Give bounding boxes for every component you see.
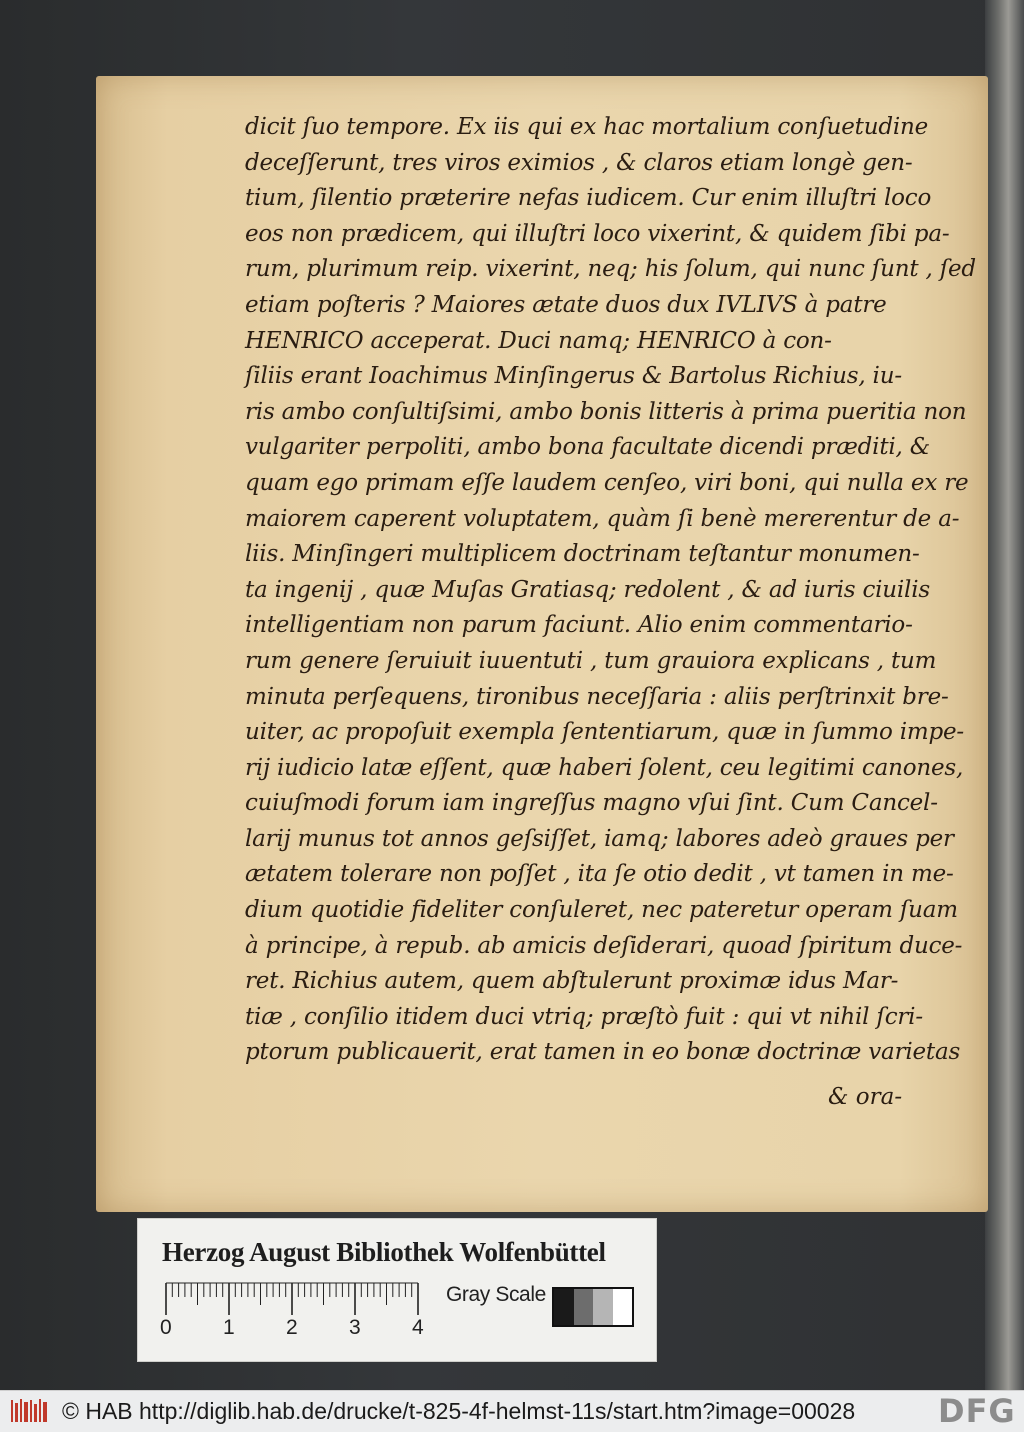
text-line: ſiliis erant Ioachimus Minſingerus & Bartolus Richius, iu-	[245, 363, 902, 390]
source-url[interactable]: © HAB http://diglib.hab.de/drucke/t-825-4f-helmst-11s/start.htm?image=00028	[62, 1398, 856, 1424]
text-line: intelligentiam non parum faciunt. Alio enim commentario-	[245, 612, 913, 639]
text-line: uiter, ac propoſuit exempla ſententiarum, quæ in ſummo impe-	[245, 719, 964, 746]
text-line: liis. Minſingeri multiplicem doctrinam teſtantur monumen-	[245, 541, 920, 568]
ruler-number: 2	[286, 1316, 298, 1339]
ruler-ticks	[164, 1279, 424, 1319]
text-line: dium quotidie fideliter conſuleret, nec pateretur operam ſuam	[245, 897, 958, 924]
catchword: & ora-	[828, 1084, 903, 1110]
ruler-number: 0	[160, 1316, 172, 1339]
text-line: etiam poſteris ? Maiores ætate duos dux IVLIVS à patre	[245, 291, 887, 318]
text-line: ris ambo conſultiſsimi, ambo bonis litteris à prima pueritia non	[245, 398, 967, 425]
text-line: ret. Richius autem, quem abſtulerunt proximæ idus Mar-	[245, 968, 899, 995]
text-line: rij iudicio latæ eſſent, quæ haberi ſolent, ceu legitimi canones,	[245, 754, 964, 781]
ruler-number: 3	[349, 1316, 361, 1339]
text-line: cuiuſmodi forum iam ingreſſus magno vſui ſint. Cum Cancel-	[245, 790, 938, 817]
text-line: rum genere ſeruiuit iuuentuti , tum grauiora explicans , tum	[245, 647, 937, 674]
gray-swatch	[574, 1289, 594, 1325]
gray-swatch	[593, 1289, 613, 1325]
gray-scale-label: Gray Scale	[446, 1283, 546, 1306]
gray-scale-bar	[552, 1287, 634, 1327]
text-line: tium, ſilentio præterire nefas iudicem. Cur enim illuſtri loco	[245, 185, 932, 212]
text-line: ta ingenij , quæ Muſas Gratiasq; redolent , & ad iuris ciuilis	[245, 576, 930, 603]
page-text	[245, 110, 976, 1071]
ruler-number: 1	[223, 1316, 235, 1339]
ruler-number: 4	[412, 1316, 424, 1339]
text-line: ptorum publicauerit, erat tamen in eo bonæ doctrinæ varietas	[245, 1039, 961, 1066]
hab-barcode-logo-icon	[10, 1397, 50, 1425]
text-line: quam ego primam eſſe laudem cenſeo, viri boni, qui nulla ex re	[245, 469, 969, 496]
text-line: HENRICO acceperat. Duci namq; HENRICO à con-	[245, 327, 832, 354]
text-line: ætatem tolerare non poſſet , ita ſe otio dedit , vt tamen in me-	[245, 861, 954, 888]
text-line: vulgariter perpoliti, ambo bona facultate dicendi præditi, &	[245, 434, 931, 461]
text-line: maiorem caperent voluptatem, quàm ſi benè mererentur de a-	[245, 505, 960, 532]
text-line: deceſſerunt, tres viros eximios , & claros etiam longè gen-	[245, 149, 913, 176]
text-line: larij munus tot annos geſsiſſet, iamq; labores adeò graues per	[245, 825, 954, 852]
text-line: rum, plurimum reip. vixerint, neq; his ſolum, qui nunc ſunt , ſed	[245, 256, 976, 283]
color-target-card	[137, 1218, 657, 1362]
text-line: à principe, à repub. ab amicis deſiderari, quoad ſpiritum duce-	[245, 932, 963, 959]
text-line: eos non prædicem, qui illuſtri loco vixerint, & quidem ſibi pa-	[245, 220, 950, 247]
gray-swatch	[554, 1289, 574, 1325]
text-line: dicit ſuo tempore. Ex iis qui ex hac mortalium conſuetudine	[245, 114, 929, 140]
gray-swatch	[613, 1289, 633, 1325]
ruler	[160, 1279, 424, 1349]
dfg-logo: DFG	[934, 1392, 1016, 1430]
text-line: minuta perſequens, tironibus neceſſaria : aliis perſtrinxit bre-	[245, 683, 949, 710]
footer-bar	[0, 1390, 1024, 1432]
text-line: tiæ , conſilio itidem duci vtriq; præſtò fuit : qui vt nihil ſcri-	[245, 1003, 923, 1030]
library-name: Herzog August Bibliothek Wolfenbüttel	[162, 1237, 606, 1267]
book-spine	[985, 0, 1024, 1390]
